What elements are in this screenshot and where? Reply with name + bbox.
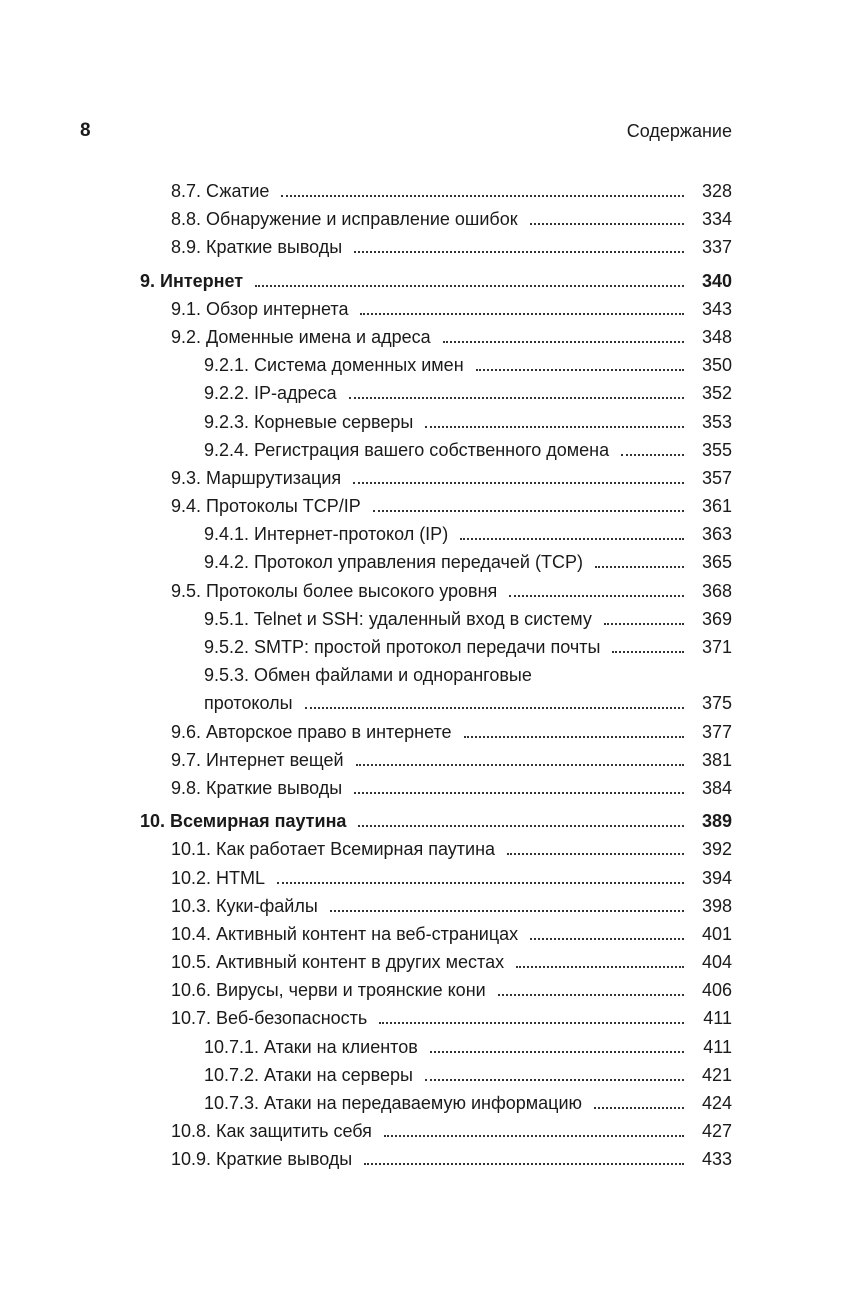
toc-page-number: 398 (701, 895, 732, 916)
toc-dot-leader (498, 976, 684, 1004)
toc-page-number: 357 (701, 467, 732, 488)
toc-entry[interactable] (0, 718, 844, 746)
toc-page-number: 381 (701, 749, 732, 770)
toc-entry-title (204, 1033, 418, 1061)
toc-page-number: 411 (703, 1036, 732, 1057)
toc-entry-title (171, 323, 431, 351)
toc-page-number: 411 (703, 1008, 732, 1029)
toc-entry-title-text: 10.7.3. Атаки на передаваемую информацию (204, 1093, 583, 1114)
toc-entry[interactable] (0, 177, 844, 205)
toc-entry-title (171, 1117, 372, 1145)
toc-entry[interactable] (0, 464, 844, 492)
toc-entry[interactable] (0, 835, 844, 863)
toc-entry-title-text: 8.7. Сжатие (171, 181, 270, 201)
toc-dot-leader (364, 1145, 684, 1173)
toc-entry-title-text: 10.4. Активный контент на веб-страницах (171, 923, 519, 944)
toc-dot-leader (360, 295, 684, 323)
toc-page-number: 424 (701, 1093, 732, 1114)
toc-entry-title-text: 9.1. Обзор интернета (171, 298, 349, 319)
running-title: Содержание (626, 121, 732, 141)
toc-entry-title-text: 10.1. Как работает Всемирная паутина (171, 839, 496, 860)
toc-entry-title (171, 492, 361, 520)
toc-page-number: 389 (701, 811, 732, 832)
toc-entry[interactable] (0, 233, 844, 261)
toc-entry-title (204, 351, 464, 379)
toc-entry-title (204, 408, 413, 436)
toc-dot-leader (612, 633, 684, 661)
toc-page-number: 421 (701, 1064, 732, 1085)
toc-dot-leader (604, 605, 684, 633)
toc-entry[interactable] (0, 920, 844, 948)
toc-dot-leader (430, 1033, 684, 1061)
toc-page-number: 353 (701, 411, 732, 432)
toc-page-number: 369 (701, 608, 732, 629)
toc-entry-title (204, 605, 592, 633)
toc-entry-title (171, 1004, 367, 1032)
toc-page-number: 401 (701, 923, 732, 944)
toc-page-number: 334 (701, 209, 732, 230)
toc-entry-title (171, 976, 486, 1004)
toc-entry-title-text: 9.5.3. Обмен файлами и одноранговые (204, 665, 532, 686)
toc-dot-leader (476, 351, 684, 379)
toc-dot-leader (255, 267, 684, 295)
toc-entry-title-text: 8.8. Обнаружение и исправление ошибок (171, 209, 518, 230)
toc-entry-title (171, 892, 318, 920)
toc-page-number: 371 (701, 637, 732, 657)
toc-entry[interactable] (0, 1089, 844, 1117)
toc-page-number: 404 (701, 952, 732, 973)
toc-entry[interactable] (0, 436, 844, 464)
toc-entry-title (171, 920, 518, 948)
toc-dot-leader (305, 689, 684, 717)
toc-entry-title-text: 9.2.1. Система доменных имен (204, 355, 464, 376)
toc-entry[interactable] (0, 746, 844, 774)
toc-entry[interactable] (0, 379, 844, 407)
toc-entry[interactable] (0, 351, 844, 379)
toc-entry[interactable] (0, 577, 844, 605)
toc-dot-leader (373, 492, 684, 520)
toc-page-number: 337 (701, 237, 732, 258)
toc-entry[interactable] (0, 1117, 844, 1145)
toc-dot-leader (384, 1117, 684, 1145)
toc-entry-title-text: 9.6. Авторское право в интернете (171, 721, 452, 742)
toc-entry-title-text: 9.2. Доменные имена и адреса (171, 326, 431, 347)
toc-entry[interactable] (0, 408, 844, 436)
toc-entry-title (140, 267, 243, 295)
toc-entry-title (204, 633, 600, 661)
toc-entry-title-text: 10.7.1. Атаки на клиентов (204, 1036, 418, 1057)
toc-dot-leader (595, 548, 684, 576)
toc-entry[interactable] (0, 892, 844, 920)
toc-dot-leader (354, 774, 684, 802)
toc-dot-leader (379, 1004, 684, 1032)
toc-entry-title (171, 864, 265, 892)
toc-entry-title-text: 10.2. HTML (171, 867, 266, 888)
toc-entry[interactable] (0, 1145, 844, 1173)
toc-dot-leader (356, 746, 684, 774)
toc-entry-title-text: 9.2.3. Корневые серверы (204, 411, 414, 432)
toc-dot-leader (530, 920, 684, 948)
toc-entry[interactable] (0, 1061, 844, 1089)
toc-entry-title-text: 10.7. Веб-безопасность (171, 1008, 368, 1029)
toc-entry-title-text: 10. Всемирная паутина (140, 811, 347, 832)
toc-dot-leader (425, 408, 684, 436)
toc-entry-title-text: 8.9. Краткие выводы (171, 237, 343, 258)
toc-entry-title-text: 10.7.2. Атаки на серверы (204, 1064, 413, 1085)
toc-entry-title-text: 9.4.2. Протокол управления передачей (TCP) (204, 552, 583, 573)
toc-entry-title (171, 835, 495, 863)
toc-entry-title-text: 10.6. Вирусы, черви и троянские кони (171, 980, 486, 1001)
toc-entry-title-text: 9.5.1. Telnet и SSH: удаленный вход в систему (204, 608, 592, 629)
toc-page-number: 348 (701, 326, 732, 347)
toc-entry-title (204, 548, 583, 576)
toc-entry[interactable] (0, 774, 844, 802)
toc-entry-title-continuation: протоколы (204, 693, 293, 714)
toc-dot-leader (358, 807, 684, 835)
toc-entry-title-text: 9. Интернет (140, 270, 244, 291)
toc-entry-title (140, 807, 346, 835)
toc-entry-title (171, 718, 452, 746)
toc-entry[interactable] (0, 548, 844, 576)
toc-entry-title-text: 10.8. Как защитить себя (171, 1121, 372, 1142)
toc-dot-leader (460, 520, 684, 548)
toc-entry-title (171, 1145, 352, 1173)
toc-page-number: 377 (701, 721, 732, 742)
toc-dot-leader (349, 379, 684, 407)
toc-page-number: 365 (701, 552, 732, 573)
toc-entry[interactable] (0, 1004, 844, 1032)
toc-entry-title-text: 9.4. Протоколы TCP/IP (171, 496, 361, 517)
toc-page-number: 340 (701, 270, 732, 291)
toc-entry-title (204, 1061, 413, 1089)
toc-dot-leader (530, 205, 684, 233)
toc-entry-title-text: 9.5.2. SMTP: простой протокол передачи почты (204, 637, 601, 657)
toc-dot-leader (443, 323, 684, 351)
toc-page-number: 352 (701, 383, 732, 404)
toc-dot-leader (353, 464, 684, 492)
toc-entry[interactable] (0, 661, 844, 717)
toc-page-number: 433 (701, 1149, 732, 1170)
toc-dot-leader (621, 436, 684, 464)
toc-entry-title-text: 9.5. Протоколы более высокого уровня (171, 580, 498, 601)
toc-entry-title (171, 177, 269, 205)
toc-entry[interactable] (0, 864, 844, 892)
toc-dot-leader (277, 864, 684, 892)
toc-entry[interactable] (0, 205, 844, 233)
toc-page-number: 361 (701, 496, 732, 517)
toc-dot-leader (281, 177, 684, 205)
toc-entry[interactable] (0, 1033, 844, 1061)
toc-entry-title-text: 10.9. Краткие выводы (171, 1149, 353, 1170)
toc-page-number: 392 (701, 839, 732, 860)
toc-dot-leader (594, 1089, 684, 1117)
toc-entry-title (204, 379, 337, 407)
toc-entry-title (204, 1089, 582, 1117)
toc-page-number: 355 (701, 439, 732, 460)
toc-entry[interactable] (0, 948, 844, 976)
toc-entry-title-text: 9.4.1. Интернет-протокол (IP) (204, 524, 449, 545)
toc-entry-title (171, 746, 344, 774)
toc-entry-title (171, 295, 348, 323)
toc-page-number: 363 (701, 524, 732, 545)
toc-entry-title (171, 205, 518, 233)
toc-chapter-entry[interactable] (0, 267, 844, 295)
toc-dot-leader (507, 835, 684, 863)
toc-dot-leader (354, 233, 684, 261)
toc-entry[interactable] (0, 976, 844, 1004)
toc-entry[interactable] (0, 492, 844, 520)
toc-page-number: 394 (701, 867, 732, 888)
toc-entry[interactable] (0, 633, 844, 661)
toc-page-number: 427 (701, 1121, 732, 1142)
toc-page-number: 343 (701, 298, 732, 319)
toc-entry-title (171, 948, 504, 976)
toc-entry-title-text: 10.5. Активный контент в других местах (171, 952, 505, 973)
table-of-contents (0, 177, 844, 1174)
toc-entry-title-text: 10.3. Куки-файлы (171, 895, 318, 916)
toc-entry[interactable] (0, 520, 844, 548)
toc-entry-title-text: 9.7. Интернет вещей (171, 749, 344, 770)
toc-page-number: 350 (701, 355, 732, 376)
toc-entry[interactable] (0, 323, 844, 351)
toc-entry-title (204, 520, 448, 548)
toc-dot-leader (516, 948, 684, 976)
toc-entry-title (171, 464, 341, 492)
toc-entry[interactable] (0, 295, 844, 323)
toc-dot-leader (464, 718, 684, 746)
toc-entry-title (171, 577, 497, 605)
toc-entry-title-text: 9.2.4. Регистрация вашего собственного домена (204, 439, 610, 460)
toc-entry-title (171, 774, 342, 802)
toc-entry-title-text: 9.8. Краткие выводы (171, 777, 343, 798)
toc-entry-title (171, 233, 342, 261)
toc-dot-leader (330, 892, 684, 920)
toc-page-number: 384 (701, 777, 732, 798)
toc-page-number: 368 (701, 580, 732, 601)
toc-page-number: 328 (701, 181, 732, 201)
page-number: 8 (80, 120, 91, 141)
toc-entry[interactable] (0, 605, 844, 633)
toc-page-number: 406 (701, 980, 732, 1001)
toc-entry-title (204, 436, 609, 464)
toc-page-number: 375 (701, 693, 732, 714)
toc-chapter-entry[interactable] (0, 807, 844, 835)
toc-entry-title-text: 9.2.2. IP-адреса (204, 383, 337, 404)
toc-entry-title-text: 9.3. Маршрутизация (171, 467, 342, 488)
toc-dot-leader (425, 1061, 684, 1089)
toc-dot-leader (509, 577, 684, 605)
